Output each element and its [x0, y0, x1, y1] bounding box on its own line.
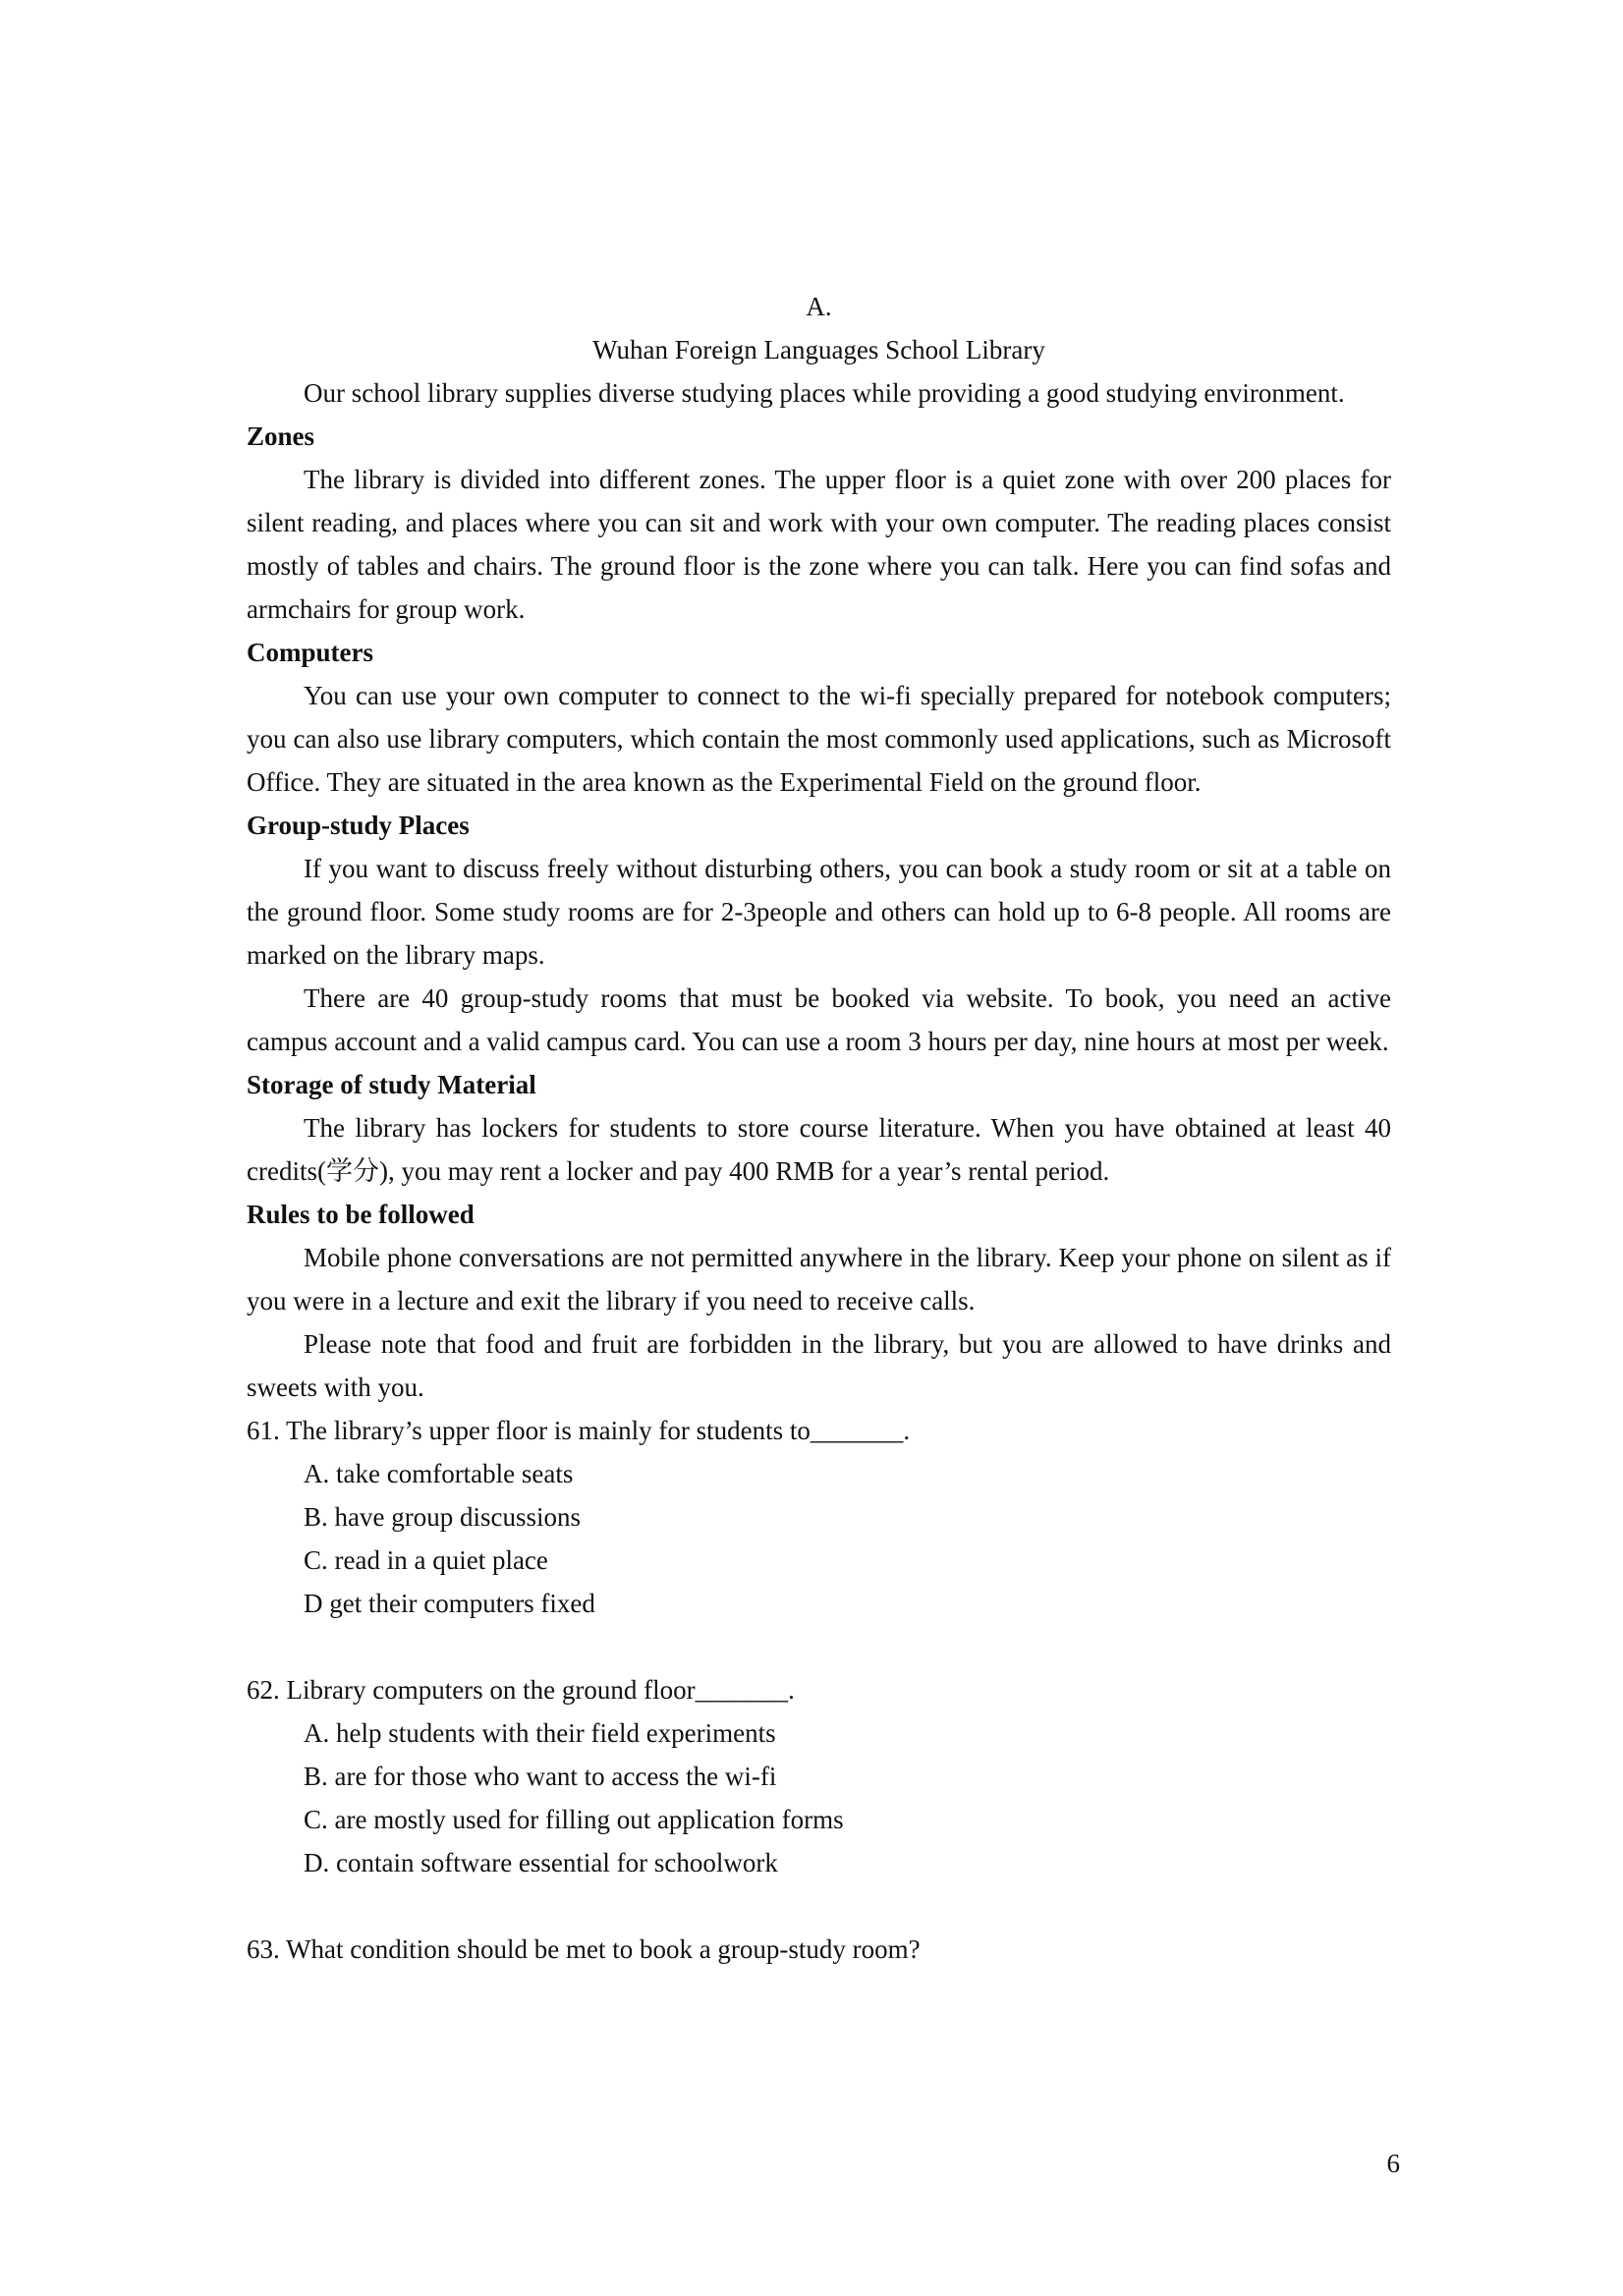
document-title: Wuhan Foreign Languages School Library: [592, 335, 1045, 364]
question-62-option-a: A. help students with their field experiments: [304, 1718, 776, 1748]
question-62: 62. Library computers on the ground floor_______.: [247, 1675, 795, 1705]
question-63: 63. What condition should be met to book a group-study room?: [247, 1934, 921, 1964]
spacer: [247, 1884, 1391, 1928]
storage-paragraph: The library has lockers for students to store course literature. When you have obtained at least 40 credits(学分), you may rent a locker and pay 400 RMB for a year’s rental period.: [247, 1113, 1391, 1186]
question-61-option-c: C. read in a quiet place: [304, 1545, 548, 1575]
rules-paragraph-1: Mobile phone conversations are not permitted anywhere in the library. Keep your phone on silent as if you were in a lecture and exit the library if you need to receive calls.: [247, 1243, 1391, 1316]
question-61-option-a: A. take comfortable seats: [304, 1459, 574, 1488]
document-page: [247, 285, 1391, 1971]
page-number: 6: [1386, 2149, 1400, 2178]
section-heading-zones: Zones: [247, 421, 315, 451]
question-61-option-b: B. have group discussions: [304, 1502, 581, 1532]
computers-paragraph: You can use your own computer to connect to the wi-fi specially prepared for notebook computers; you can also use library computers, which contain the most commonly used applications, such as Microsoft Office. They are situated in the area known as the Experimental Field on the ground floor.: [247, 681, 1391, 797]
group-study-paragraph-1: If you want to discuss freely without disturbing others, you can book a study room or sit at a table on the ground floor. Some study rooms are for 2-3people and others can hold up to 6-8 people. All rooms are marked on the library maps.: [247, 854, 1391, 970]
intro-paragraph: Our school library supplies diverse studying places while providing a good studying environment.: [304, 378, 1345, 408]
rules-paragraph-2: Please note that food and fruit are forbidden in the library, but you are allowed to have drinks and sweets with you.: [247, 1329, 1391, 1402]
section-heading-storage: Storage of study Material: [247, 1070, 536, 1099]
question-61-option-d: D get their computers fixed: [304, 1589, 595, 1618]
question-62-option-d: D. contain software essential for schoolwork: [304, 1848, 778, 1877]
section-heading-group-study: Group-study Places: [247, 811, 470, 840]
zones-paragraph: The library is divided into different zones. The upper floor is a quiet zone with over 200 places for silent reading, and places where you can sit and work with your own computer. The reading places consist mostly of tables and chairs. The ground floor is the zone where you can talk. Here you can find sofas and armchairs for group work.: [247, 465, 1391, 624]
question-61: 61. The library’s upper floor is mainly for students to_______.: [247, 1416, 911, 1445]
question-62-option-b: B. are for those who want to access the wi-fi: [304, 1762, 777, 1791]
section-heading-computers: Computers: [247, 638, 373, 667]
spacer: [247, 1625, 1391, 1668]
section-heading-rules: Rules to be followed: [247, 1200, 475, 1229]
question-62-option-c: C. are mostly used for filling out application forms: [304, 1805, 844, 1834]
section-label: A.: [806, 292, 832, 321]
group-study-paragraph-2: There are 40 group-study rooms that must be booked via website. To book, you need an active campus account and a valid campus card. You can use a room 3 hours per day, nine hours at most per week.: [247, 983, 1391, 1056]
